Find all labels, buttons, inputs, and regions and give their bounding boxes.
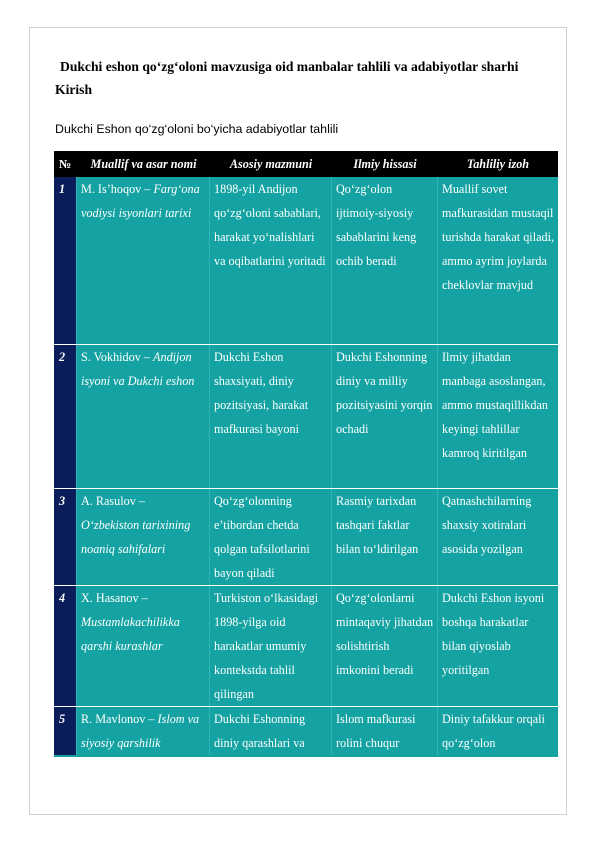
author-name: R. Mavlonov – <box>81 712 158 726</box>
table-row <box>55 707 558 757</box>
work-title: Farg‘ona vodiysi isyonlari tarixi <box>81 182 200 220</box>
table-row <box>55 586 558 707</box>
row-content: 1898-yil Andijon qo‘zg‘oloni sabablari, harakat yo‘nalishlari va oqibatlarini yoritadi <box>210 177 332 345</box>
row-contribution: Islom mafkurasi rolini chuqur <box>332 707 438 757</box>
row-contribution: Qo‘zg‘olon ijtimoiy-siyosiy sabablarini keng ochib beradi <box>332 177 438 345</box>
row-content: Qo‘zg‘olonning e’tibordan chetda qolgan tafsilotlarini bayon qiladi <box>210 489 332 586</box>
row-author <box>77 586 210 707</box>
row-author <box>77 707 210 757</box>
row-content: Turkiston o‘lkasidagi 1898-yilga oid harakatlar umumiy kontekstda tahlil qilingan <box>210 586 332 707</box>
work-title: Islom va siyosiy qarshilik <box>81 712 200 750</box>
author-name: M. Is’hoqov – <box>81 182 154 196</box>
header-contribution: Ilmiy hissasi <box>332 152 438 177</box>
row-author <box>77 177 210 345</box>
row-number: 1 <box>55 177 77 345</box>
table-header-row <box>55 152 558 177</box>
row-analysis: Diniy tafakkur orqali qo‘zg‘olon <box>438 707 558 757</box>
row-content: Dukchi Eshonning diniy qarashlari va <box>210 707 332 757</box>
row-number: 2 <box>55 345 77 489</box>
row-number: 4 <box>55 586 77 707</box>
row-analysis: Ilmiy jihatdan manbaga asoslangan, ammo mustaqillikdan keyingi tahlillar kamroq kiritilgan <box>438 345 558 489</box>
author-name: S. Vokhidov – <box>81 350 154 364</box>
row-analysis: Muallif sovet mafkurasidan mustaqil turishda harakat qiladi, ammo ayrim joylarda cheklovlar mavjud <box>438 177 558 345</box>
row-contribution: Qo‘zg‘olonlarni mintaqaviy jihatdan solishtirish imkonini beradi <box>332 586 438 707</box>
row-analysis: Dukchi Eshon isyoni boshqa harakatlar bilan qiyoslab yoritilgan <box>438 586 558 707</box>
table-row <box>55 345 558 489</box>
header-analysis: Tahliliy izoh <box>438 152 558 177</box>
work-title: Andijon isyoni va Dukchi eshon <box>81 350 195 388</box>
table-row <box>55 177 558 345</box>
table-row <box>55 489 558 586</box>
table-caption: Dukchi Eshon qo‘zg‘oloni bo‘yicha adabiyotlar tahlili <box>55 122 339 136</box>
header-content: Asosiy mazmuni <box>210 152 332 177</box>
literature-table <box>54 151 558 757</box>
row-number: 5 <box>55 707 77 757</box>
header-number: № <box>55 152 77 177</box>
row-author <box>77 489 210 586</box>
intro-heading: Kirish <box>55 82 93 97</box>
row-content: Dukchi Eshon shaxsiyati, diniy pozitsiyasi, harakat mafkurasi bayoni <box>210 345 332 489</box>
row-number: 3 <box>55 489 77 586</box>
work-title: Mustamlakachilikka qarshi kurashlar <box>81 615 180 653</box>
row-contribution: Dukchi Eshonning diniy va milliy pozitsiyasini yorqin ochadi <box>332 345 438 489</box>
row-author <box>77 345 210 489</box>
author-name: X. Hasanov – <box>81 591 148 605</box>
document-title: Dukchi eshon qo‘zg‘oloni mavzusiga oid manbalar tahlili va adabiyotlar sharhi <box>60 59 519 74</box>
author-name: A. Rasulov – <box>81 494 145 508</box>
row-analysis: Qatnashchilarning shaxsiy xotiralari asosida yozilgan <box>438 489 558 586</box>
row-contribution: Rasmiy tarixdan tashqari faktlar bilan to‘ldirilgan <box>332 489 438 586</box>
header-author: Muallif va asar nomi <box>77 152 210 177</box>
work-title: O‘zbekiston tarixining noaniq sahifalari <box>81 518 191 556</box>
